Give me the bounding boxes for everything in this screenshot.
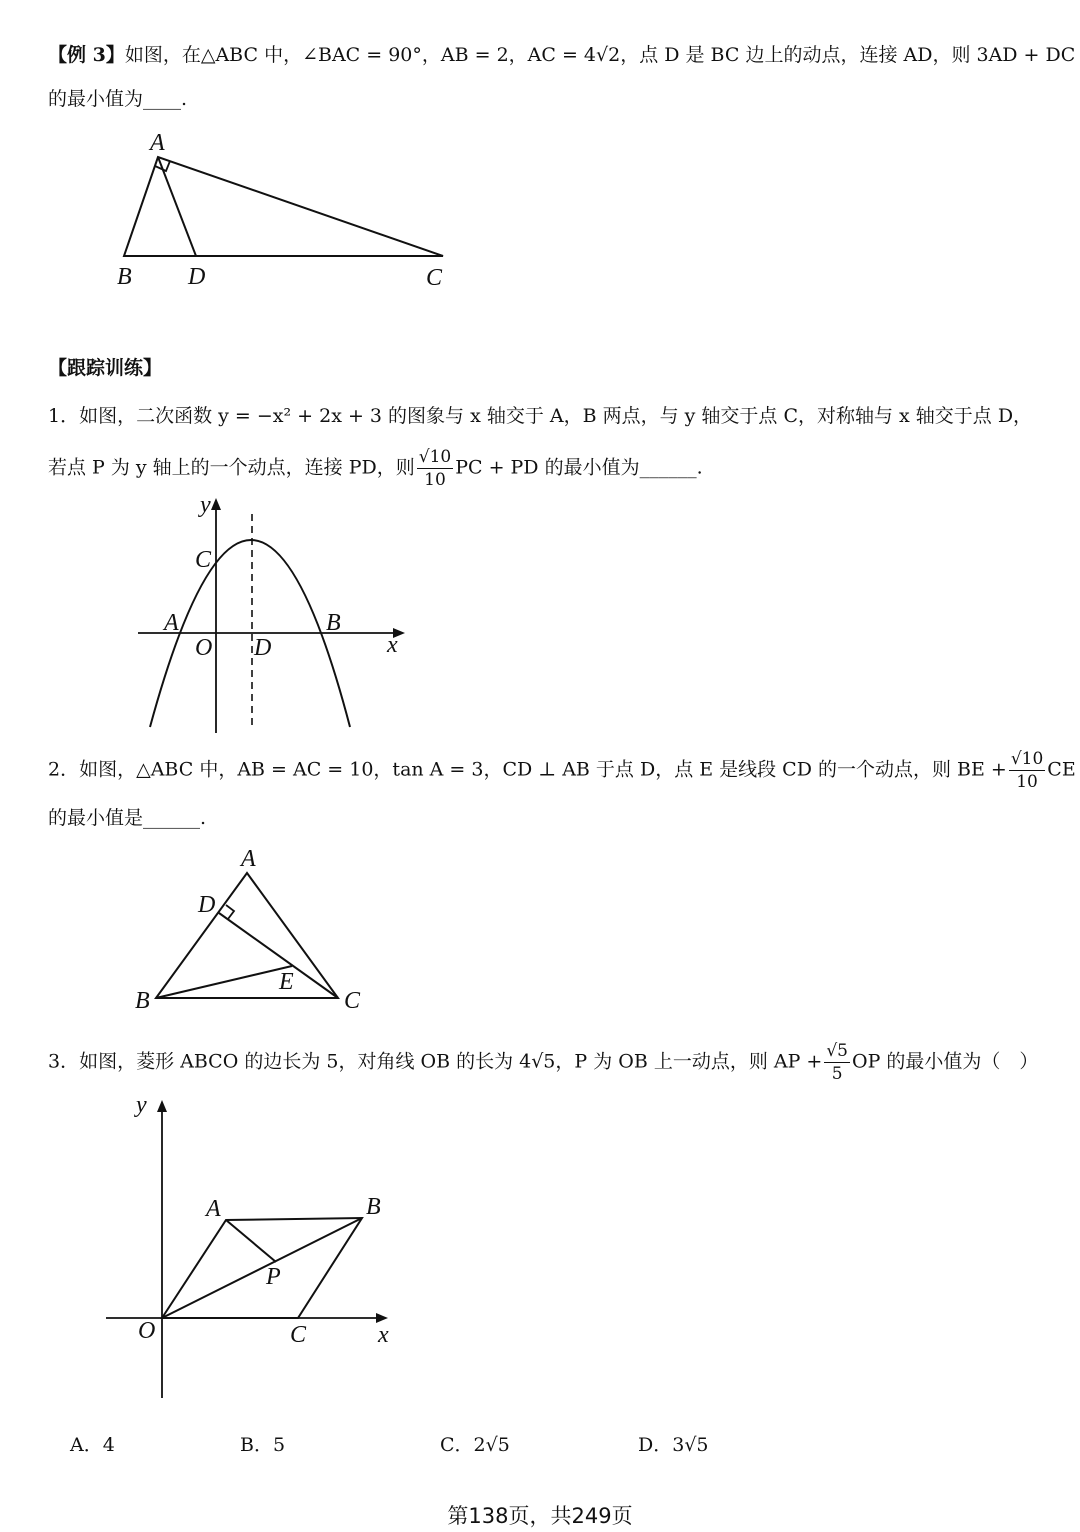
q2-line2: 的最小值是______.: [48, 807, 207, 829]
label-o: O: [138, 1318, 156, 1344]
q1-line2-post: PC + PD 的最小值为______.: [455, 456, 703, 479]
page-footer: 第138页，共249页: [447, 1504, 633, 1528]
q3-line1-pre: 3．如图，菱形 ABCO 的边长为 5，对角线 OB 的长为 4√5，P 为 OB 上一动点，则 AP +: [48, 1050, 823, 1073]
label-c: C: [426, 265, 443, 291]
label-e: E: [279, 969, 294, 995]
label-p: P: [266, 1264, 281, 1290]
example3-label: 【例 3】: [48, 44, 125, 66]
q2-frac-den: 10: [1016, 772, 1038, 792]
q2-line1-pre: 2．如图，△ABC 中，AB = AC = 10，tan A = 3，CD ⊥ AB 于点 D，点 E 是线段 CD 的一个动点，则 BE +: [48, 758, 1007, 781]
segment-ap: [226, 1220, 276, 1262]
label-c: C: [344, 988, 361, 1014]
section-title: 【跟踪训练】: [48, 357, 163, 379]
q1-line1: 1．如图，二次函数 y = −x² + 2x + 3 的图象与 x 轴交于 A，B 两点，与 y 轴交于点 C，对称轴与 x 轴交于点 D，: [48, 405, 1033, 427]
label-d: D: [188, 264, 206, 290]
q3-line1-post: OP 的最小值为（ ）: [852, 1050, 1039, 1073]
example3-line2: 的最小值为____.: [48, 88, 188, 110]
label-x: x: [378, 1322, 389, 1348]
label-o: O: [195, 635, 213, 661]
q2-line1-post: CE: [1047, 758, 1076, 781]
label-y: y: [136, 1092, 147, 1118]
option-c: C．2√5: [440, 1434, 510, 1456]
label-a: A: [150, 130, 165, 156]
q2-frac-num: √10: [1010, 749, 1044, 769]
label-b: B: [366, 1194, 381, 1220]
q3-frac-num: √5: [826, 1041, 848, 1061]
label-d: D: [254, 635, 272, 661]
label-a: A: [206, 1196, 221, 1222]
label-a: A: [241, 846, 256, 872]
label-y: y: [200, 492, 211, 518]
label-b: B: [135, 988, 150, 1014]
option-a: A．4: [70, 1434, 115, 1456]
q3-frac-den: 5: [831, 1064, 843, 1084]
q1-frac-num: √10: [418, 447, 452, 467]
option-b: B．5: [240, 1434, 286, 1456]
label-x: x: [387, 632, 398, 658]
label-c: C: [290, 1322, 307, 1348]
diagonal-ob: [162, 1218, 362, 1318]
y-axis-arrow: [157, 1100, 167, 1112]
q1-line2-pre: 若点 P 为 y 轴上的一个动点，连接 PD，则: [48, 456, 415, 479]
label-d: D: [198, 892, 216, 918]
option-d: D．3√5: [638, 1434, 709, 1456]
q1-frac-den: 10: [424, 470, 446, 490]
example3-line1: 如图，在△ABC 中，∠BAC = 90°，AB = 2，AC = 4√2，点 D 是 BC 边上的动点，连接 AD，则 3AD + DC: [124, 44, 1076, 66]
label-b: B: [326, 610, 341, 636]
label-c: C: [195, 547, 212, 573]
label-a: A: [164, 610, 179, 636]
label-b: B: [117, 264, 132, 290]
